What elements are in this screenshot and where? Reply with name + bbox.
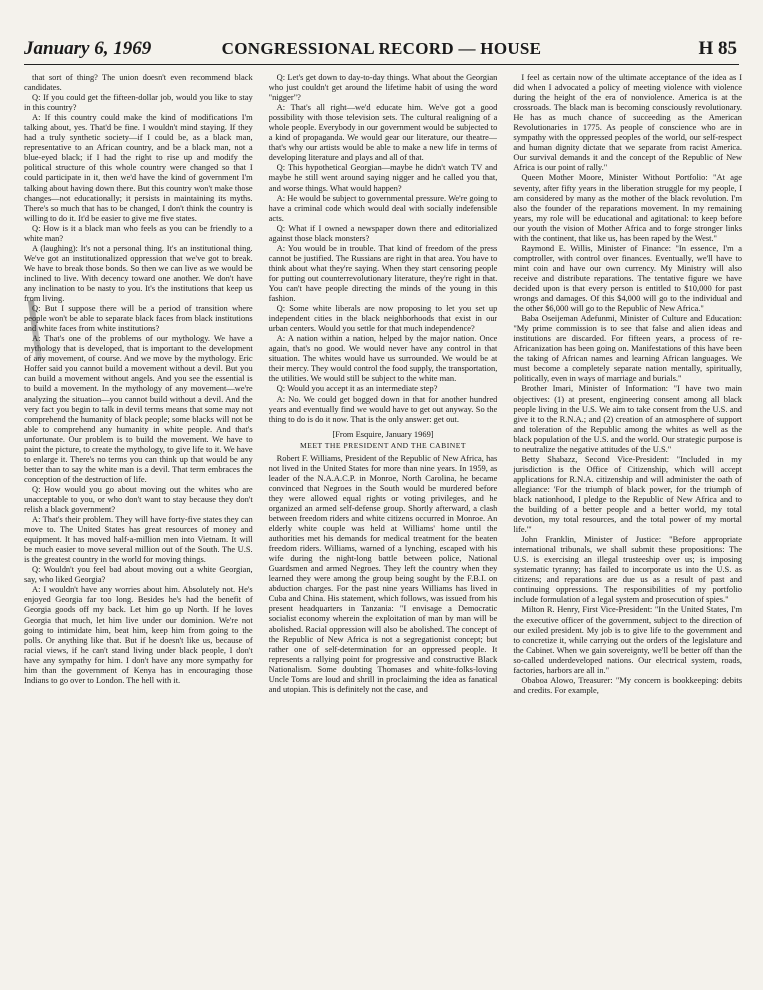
column-2 (269, 72, 498, 984)
issue-date: January 6, 1969 (24, 38, 152, 59)
paragraph: A: If this country could make the kind of modifications I'm talking about, yes. That'd be fine. I wouldn't mind staying. If they had a truly synthetic society—if I could be, as a black man, representative to an African country, and be a black man, not a blue-eyed black; if I had the right to rise up and modify the political structure of this whole country were changed so that I could participate in it, then we'd have the kind of government I'm talking about having down there. But this country won't make those changes—not educationally; it persists in maintaining its myths. There's so much that has to be changed, I don't think the country is willing to do it. It'd be easier to give me five states. (24, 112, 253, 223)
paragraph: Queen Mother Moore, Minister Without Portfolio: "At age seventy, after fifty years in the liberation struggle for my people, I am considered by many as the mother of the black revolution. I'm also the founder of the reparations movement. In my remaining years, my role will be educational and agitational: to keep before our youth the vision of Mother Africa and to forge stronger links with the continent, that like us, has been raped by the West." (513, 172, 743, 243)
paragraph: that sort of thing? The union doesn't even recommend black candidates. (24, 72, 253, 93)
paragraph: Q: Would you accept it as an intermediate step? (276, 383, 438, 394)
paragraph: Q: Some white liberals are now proposing to let you set up independent cities in the black neighborhoods that exist in our urban centers. Would you settle for that much independence? (268, 303, 498, 334)
column-1 (24, 72, 253, 984)
paragraph: A: That's their problem. They will have forty-five states they can move to. The United States has great resources of money and equipment. It has moved half-a-million men into Vietnam. It will be much easier to move several million out of the South. The U.S. is the greatest country in the world for moving things. (24, 514, 253, 565)
paragraph: A: He would be subject to governmental pressure. We're going to have a criminal code which would deal with socially indefensible acts. (268, 192, 498, 223)
page-number: H 85 (698, 38, 737, 59)
paragraph: Obaboa Alowo, Treasurer: "My concern is bookkeeping: debits and credits. For example, (513, 674, 743, 695)
paragraph: John Franklin, Minister of Justice: "Before appropriate international tribunals, we shall submit these propositions: The U.S. is exercising an illegal trusteeship over us; is imposing systematic tyranny; has failed to incorporate us into the U.S. as citizens; and reparations are due us as a result of past and continuing oppressions. The responsibilities of my portfolio include formulation of a legal system and prosecution of spies." (513, 534, 743, 605)
paragraph: Baba Oseijeman Adefunmi, Minister of Culture and Education: "My prime commission is to see that false and alien ideas and institutions are discarded. For fifteen years, a process of re-Africanization has been going on. Manifestations of this have been the taking of African names and learning African languages. We must become a completely separate nation mentally, spiritually, politically, even in ways of marriage and burials." (513, 313, 743, 384)
publication-title: CONGRESSIONAL RECORD — HOUSE (221, 39, 542, 58)
paragraph: A: No. We could get bogged down in that for another hundred years and eventually find we would have to get out anyway. So the thing to do is do it now. That is the only answer: get out. (268, 393, 498, 424)
column-3 (513, 72, 742, 984)
paragraph: Brother Imari, Minister of Information: "I have two main objectives: (1) at present, engineering consent among all black people living in the U.S. We aim to take consent from the U.S. and give it to the R.N.A.; and (2) creation of an atmosphere of support and toleration of the Republic among the whites as well as the black population of the U.S. and the world. Our strategic purpose is to neutralize the negative attitudes of the U.S." (513, 383, 743, 454)
text-columns (24, 72, 742, 984)
paragraph: Q: What if I owned a newspaper down there and editorialized against those black monsters? (268, 222, 498, 243)
paragraph: A: You would be in trouble. That kind of freedom of the press cannot be justified. The Russians are right in that area. You have to think about what they're saying. When they start censoring people for putting out counterrevolutionary literature, they're right in that. You can't have people directing the minds of the young in this fashion. (268, 242, 498, 304)
paragraph: A: That's all right—we'd educate him. We've got a good possibility with those television sets. The cultural realigning of a whole people. Everybody in our government would be subjected to a kind of propaganda. We would gear our literature, our theatre—that's why our artists would be able to make a new life in terms of developing literature and plays and all of that. (268, 102, 498, 163)
paragraph: Q: Wouldn't you feel bad about moving out a white Georgian, say, who liked Georgia? (24, 564, 253, 585)
paragraph: A: A nation within a nation, helped by the major nation. Once again, that's no good. We would never have any control in that situation. The whites would have us surrounded. We would be at their mercy. They would control the food supply, the transportation, the utilities. We would still be subject to the white man. (268, 333, 498, 384)
paragraph: I feel as certain now of the ultimate acceptance of the idea as I did when I advocated a policy of meeting violence with violence during the height of the era of nonviolence. America is at the crossroads. The black man is becoming consciously revolutionary. He has as much chance of succeeding as the American Revolutionaries in 1775. As people of conscience who are in sympathy with the oppressed peoples of the world, our self-respect and human dignity dictate that we separate from racist America. Our survival demands it and the concept of the Republic of New Africa is our point of rally." (513, 72, 743, 173)
section-heading: MEET THE PRESIDENT AND THE CABINET (300, 440, 466, 450)
paragraph: Robert F. Williams, President of the Republic of New Africa, has not lived in the United States for more than nine years. In 1959, as leader of the N.A.A.C.P. in Monroe, North Carolina, he became convinced that Negroes in the South would be murdered before they were allowed equal rights or voting privileges, and he organized an armed self-defense group. Shortly afterward, a clash between freedom riders and white citizens occurred in Monroe. An elderly white couple was held at Williams' home until the authorities met his demands for medical treatment for the beaten freedom riders. Williams, warned of a lynching, escaped with his wife during the night-long battle between police, National Guardsmen and armed Negroes. They left the country when they learned they were among the group being sought by the F.B.I. on abduction charges. For the past nine years Williams has lived in Cuba and China. His statement, which follows, was issued from his present headquarters in Tanzania: "I envisage a Democratic socialist economy wherein the exploitation of man by man will be abolished. Racial oppression will also be abolished. The concept of the Republic of New Africa is not a segregationist concept; but rather one of self-determination for an oppressed people. It represents a rallying point for progressive and constructive Black Nationalism. Some doubting Thomases and white-folks-loving Uncle Toms are loud and shrill in proclaiming the idea as fanatical and utopian. This is definitely not the case, and (268, 452, 498, 694)
paragraph: Q: If you could get the fifteen-dollar job, would you like to stay in this country? (24, 92, 253, 113)
paragraph: A: That's one of the problems of our mythology. We have a mythology that is developed, that is important to the development of any movement, of course. And we move by the mythology. Eric Hoffer said you cannot build a movement without a devil. But you can build a movement without angels. And you see the essential is to build a movement. In the mythology of any movement—we're analyzing the situation—you cannot build without a devil. And the very fact you begin to talk in devil terms means that some may not comprehend the humanity of black people; some blacks will not be able to comprehend any humanity in white people. And that's unfortunate. Our problem is to build the movement. We have to paint the picture, to create the mythology, to give life to it. We have to enlarge it. There's no terms you can think up that would be any better than to say the white man is a devil. That term embraces the conception of the destruction of life. (24, 333, 253, 484)
paragraph: Raymond E. Willis, Minister of Finance: "In essence, I'm a comptroller, with control over finances. Eventually, we'll have to mint coin and have our own currency. My Ministry will also receive and distribute reparations. The tentative figure we have decided upon is that every person is entitled to $10,000 for past wrongs and damages. Of this $4,000 will go to the individual and the other $6,000 will go to the Republic of New Africa." (513, 242, 743, 314)
paragraph: Q: Let's get down to day-to-day things. What about the Georgian who just couldn't get around the lifetime habit of using the word "nigger"? (268, 72, 498, 103)
paragraph: Q: But I suppose there will be a period of transition where people won't be able to separate black faces from black institutions and white faces from white institutions? (24, 303, 253, 334)
paragraph: A: I wouldn't have any worries about him. Absolutely not. He's enjoyed Georgia far too long. Besides he's had the benefit of Georgia goods off my back. Let him go up North. If he loves Georgia that much, let him live under our dominion. We're not going to intimidate him, beat him, keep him from going to the polls. Or anything like that. But if he doesn't like us, because of racial views, if he can't stand living under black people, I don't have any sympathy for him. I don't have any more sympathy for him than the government of Kenya has in encouraging those Indians to go over to London. The hell with it. (24, 584, 253, 685)
paragraph: Betty Shabazz, Second Vice-President: "Included in my jurisdiction is the Office of Citizenship, which will accept applications for R.N.A. citizenship and will administer the oath of allegiance: 'For the triumph of black power, for the triumph of black nationhood, I pledge to the Republic of New Africa and to the building of a better people and a better world, my total devotion, my total resources, and the total power of my mortal life.'" (513, 453, 743, 535)
page-header (24, 38, 739, 65)
article-source: [From Esquire, January 1969] (332, 428, 434, 439)
paragraph: Milton R. Henry, First Vice-President: "In the United States, I'm the executive officer of the government, subject to the direction of our exiled president. My job is to give life to the government and to concretize it, while carrying out the orders of the legislature and the Cabinet. When we gain sovereignty, we'll be better off than the so-called underdeveloped nations. Our electrical system, roads, factories, harbors are all in." (513, 604, 743, 675)
paragraph: Q: How would you go about moving out the whites who are unacceptable to you, or who don't want to stay because they don't relish a black government? (24, 483, 253, 515)
paragraph: Q: How is it a black man who feels as you can be friendly to a white man? (24, 222, 253, 243)
paragraph: Q: This hypothetical Georgian—maybe he didn't watch TV and maybe he still went around saying nigger and he called you that, and worse things. What would happen? (268, 162, 498, 193)
paragraph: A (laughing): It's not a personal thing. It's an institutional thing. We've got an institutionalized oppression that we've got to break. We have to break those bonds. So then we can live as we would be inclined to live. With decency toward one another. We don't have any inclination to be nasty to you. It's the institutions that keep us from living. (24, 242, 253, 304)
